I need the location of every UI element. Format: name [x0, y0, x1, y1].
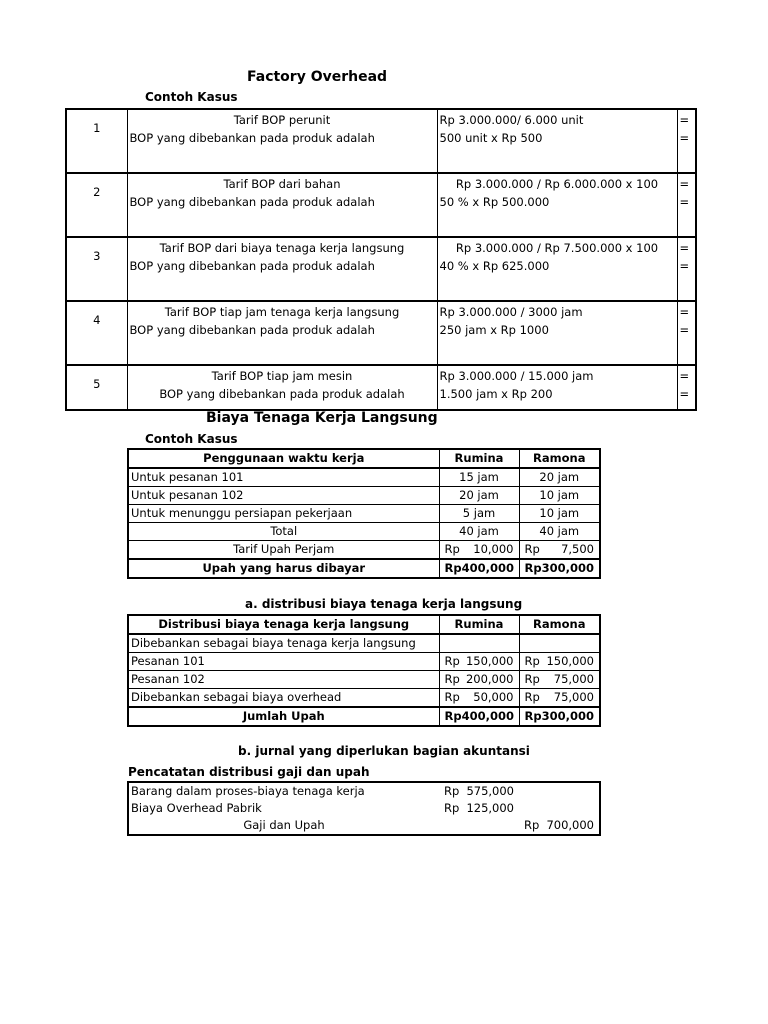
table-total-row — [128, 707, 600, 726]
row-calculation: Rp 3.000.000 / Rp 7.500.000 x 100 40 % x Rp 625.000 — [437, 237, 677, 301]
table-row — [128, 653, 600, 671]
cell-value: Rp 7,500 — [519, 541, 600, 560]
table-row — [128, 800, 600, 817]
table-row — [66, 301, 696, 365]
cell-value: Rp 50,000 — [439, 689, 519, 708]
column-header: Ramona — [519, 449, 600, 468]
row-label: Barang dalam proses-biaya tenaga kerja — [131, 784, 365, 798]
column-header: Rumina — [439, 449, 519, 468]
table-row — [128, 468, 600, 487]
btkl-subtitle: Contoh Kasus — [145, 432, 238, 446]
cell-value: Rp 10,000 — [439, 541, 519, 560]
row-equals: = = — [677, 237, 696, 301]
row-label: Pesanan 101 — [128, 653, 439, 671]
factory-overhead-title: Factory Overhead — [247, 69, 388, 85]
row-label: Tarif Upah Perjam — [128, 541, 439, 560]
cell-value: Rp 75,000 — [519, 671, 600, 689]
cell-value: Rp 575,000 — [444, 784, 514, 798]
table-total-row — [128, 559, 600, 578]
cell-value — [439, 634, 519, 653]
table-row — [128, 541, 600, 560]
row-label: Untuk menunggu persiapan pekerjaan — [128, 505, 439, 523]
labor-usage-table — [127, 448, 601, 579]
cell-value: Rp 150,000 — [439, 653, 519, 671]
cell-value: 15 jam — [439, 468, 519, 487]
table-row — [128, 505, 600, 523]
table-row — [128, 689, 600, 708]
row-description: Tarif BOP dari biaya tenaga kerja langsung BOP yang dibebankan pada produk adalah — [127, 237, 437, 301]
row-calculation: Rp 3.000.000 / 15.000 jam 1.500 jam x Rp 200 — [437, 365, 677, 410]
row-description: Tarif BOP tiap jam tenaga kerja langsung BOP yang dibebankan pada produk adalah — [127, 301, 437, 365]
cell-value: Rp 300,000 — [519, 707, 600, 726]
row-label: Pesanan 102 — [128, 671, 439, 689]
row-calculation: Rp 3.000.000 / Rp 6.000.000 x 100 50 % x Rp 500.000 — [437, 173, 677, 237]
cell-value — [519, 634, 600, 653]
cell-value: 10 jam — [519, 505, 600, 523]
cell-value — [519, 782, 600, 800]
distribution-title: a. distribusi biaya tenaga kerja langsung — [245, 597, 523, 611]
cell-value: 5 jam — [439, 505, 519, 523]
column-header: Distribusi biaya tenaga kerja langsung — [128, 615, 439, 634]
factory-overhead-subtitle: Contoh Kasus — [145, 90, 238, 104]
journal-table — [127, 781, 601, 836]
row-number: 2 — [66, 173, 127, 237]
cell-value: 10 jam — [519, 487, 600, 505]
cell-value: Rp 75,000 — [519, 689, 600, 708]
row-equals: = = — [677, 109, 696, 173]
row-equals: = = — [677, 173, 696, 237]
row-label: Dibebankan sebagai biaya tenaga kerja langsung — [128, 634, 439, 653]
table-row — [128, 782, 600, 800]
distribution-table — [127, 614, 601, 727]
table-row — [128, 487, 600, 505]
cell-value — [439, 817, 519, 835]
table-row — [66, 173, 696, 237]
cell-value: Rp 400,000 — [439, 707, 519, 726]
row-label: Untuk pesanan 101 — [128, 468, 439, 487]
row-number: 4 — [66, 301, 127, 365]
row-calculation: Rp 3.000.000 / 3000 jam 250 jam x Rp 1000 — [437, 301, 677, 365]
row-label: Dibebankan sebagai biaya overhead — [128, 689, 439, 708]
row-label: Upah yang harus dibayar — [128, 559, 439, 578]
table-row — [128, 817, 600, 835]
cell-value: Rp 400,000 — [439, 559, 519, 578]
row-equals: = = — [677, 365, 696, 410]
row-number: 5 — [66, 365, 127, 410]
row-number: 3 — [66, 237, 127, 301]
journal-subtitle: Pencatatan distribusi gaji dan upah — [128, 765, 370, 779]
cell-value: 20 jam — [439, 487, 519, 505]
column-header: Rumina — [439, 615, 519, 634]
cell-value — [519, 800, 600, 817]
cell-value: Rp 150,000 — [519, 653, 600, 671]
cell-value: Rp 200,000 — [439, 671, 519, 689]
row-description: Tarif BOP dari bahan BOP yang dibebankan pada produk adalah — [127, 173, 437, 237]
btkl-title: Biaya Tenaga Kerja Langsung — [206, 410, 438, 426]
cell-value: Rp 125,000 — [444, 801, 514, 815]
cell-value: 40 jam — [439, 523, 519, 541]
column-header: Ramona — [519, 615, 600, 634]
row-equals: = = — [677, 301, 696, 365]
row-calculation: Rp 3.000.000/ 6.000 unit 500 unit x Rp 500 — [439, 113, 584, 145]
table-row — [128, 523, 600, 541]
row-label: Biaya Overhead Pabrik — [131, 801, 262, 815]
factory-overhead-table — [65, 108, 697, 411]
row-label: Untuk pesanan 102 — [128, 487, 439, 505]
cell-value: 40 jam — [519, 523, 600, 541]
row-description: Tarif BOP perunit BOP yang dibebankan pada produk adalah — [127, 109, 437, 173]
table-header-row — [128, 615, 600, 634]
cell-value: Rp 700,000 — [524, 818, 594, 832]
journal-title: b. jurnal yang diperlukan bagian akuntansi — [238, 744, 530, 758]
column-header: Penggunaan waktu kerja — [128, 449, 439, 468]
table-row — [66, 365, 696, 410]
table-header-row — [128, 449, 600, 468]
table-row — [128, 671, 600, 689]
table-row — [66, 237, 696, 301]
row-number: 1 — [66, 109, 127, 173]
row-label: Gaji dan Upah — [243, 818, 325, 832]
cell-value: Rp 300,000 — [519, 559, 600, 578]
table-row — [128, 634, 600, 653]
row-label: Total — [128, 523, 439, 541]
row-description: Tarif BOP tiap jam mesin BOP yang dibebankan pada produk adalah — [127, 365, 437, 410]
table-row — [66, 109, 696, 173]
row-label: Jumlah Upah — [128, 707, 439, 726]
cell-value: 20 jam — [519, 468, 600, 487]
